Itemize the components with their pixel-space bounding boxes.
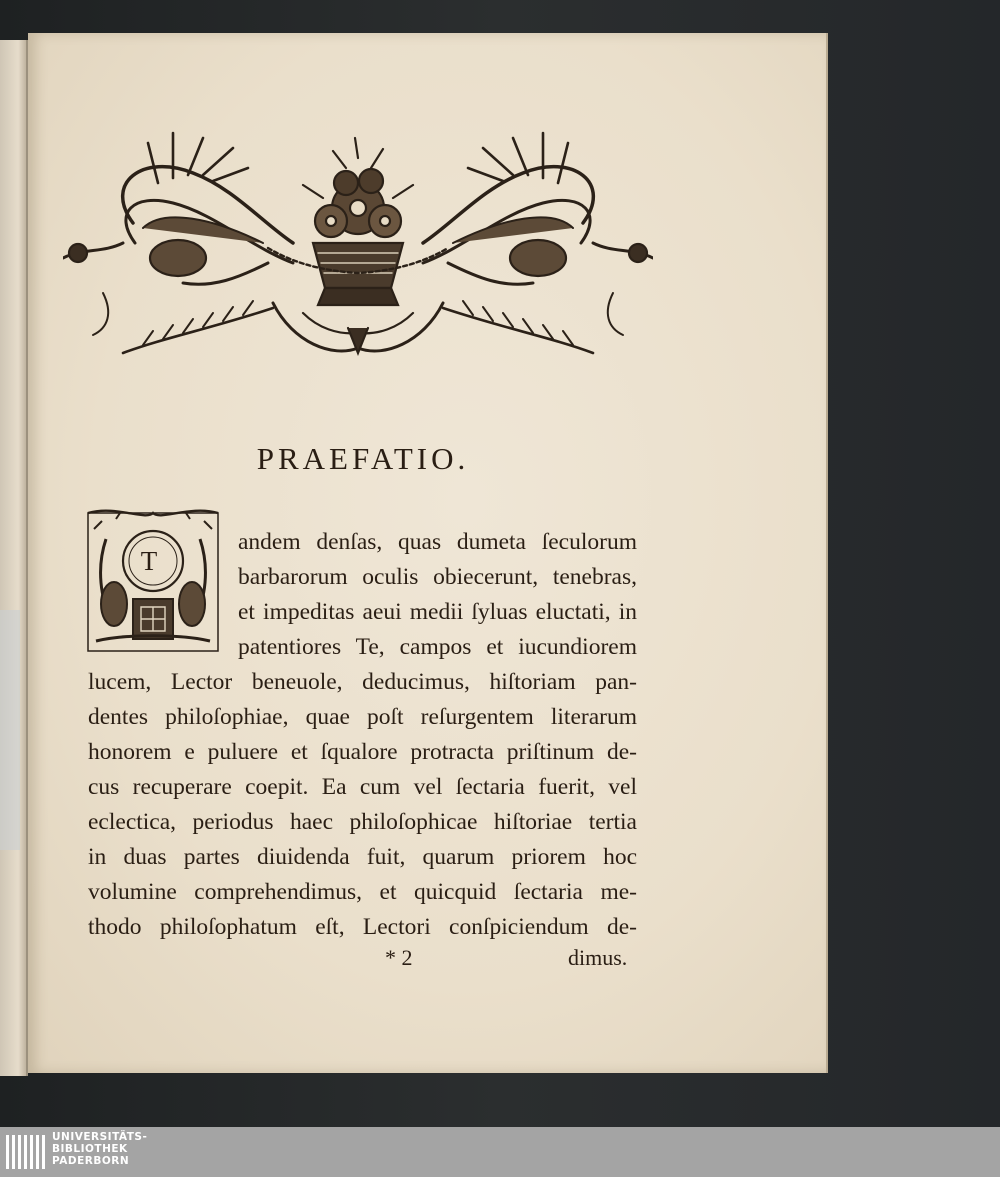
decorated-initial bbox=[86, 509, 220, 654]
signature-mark: * 2 bbox=[385, 945, 413, 970]
facing-page-tint bbox=[0, 610, 20, 850]
ornamental-headpiece bbox=[63, 113, 653, 358]
initial-letter: T bbox=[140, 546, 158, 576]
body-line-6: dentes philoſophiae, quae poſt reſurgentem literarum bbox=[88, 704, 637, 730]
body-line-2: barbarorum oculis obiecerunt, tenebras, bbox=[238, 564, 637, 590]
page-title: PRAEFATIO. bbox=[256, 441, 470, 476]
facing-page-edge bbox=[0, 40, 28, 1076]
library-name-line-1: UNIVERSITÄTS- bbox=[52, 1131, 148, 1143]
body-line-9: eclectica, periodus haec philoſophicae hiſtoriae tertia bbox=[88, 809, 637, 835]
body-line-5: lucem, Lector beneuole, deducimus, hiſtoriam pan- bbox=[88, 669, 637, 695]
library-footer bbox=[0, 1127, 1000, 1177]
library-logo-icon bbox=[4, 1131, 48, 1173]
body-line-10: in duas partes diuidenda fuit, quarum priorem hoc bbox=[88, 844, 637, 870]
body-line-11: volumine comprehendimus, et quicquid ſectaria me- bbox=[88, 879, 637, 905]
catchword: dimus. bbox=[568, 945, 628, 970]
body-line-3: et impeditas aeui medii ſyluas eluctati, in bbox=[238, 599, 637, 625]
body-line-4: patentiores Te, campos et iucundiorem bbox=[238, 634, 637, 660]
body-line-12: thodo philoſophatum eſt, Lectori conſpiciendum de- bbox=[88, 914, 637, 940]
library-name-line-2: BIBLIOTHEK bbox=[52, 1143, 128, 1155]
initial-frame-icon bbox=[86, 509, 220, 654]
body-line-8: cus recuperare coepit. Ea cum vel ſectaria fuerit, vel bbox=[88, 774, 637, 800]
book-page bbox=[28, 33, 826, 1073]
body-line-7: honorem e puluere et ſqualore protracta priſtinum de- bbox=[88, 739, 637, 765]
body-line-1: andem denſas, quas dumeta ſeculorum bbox=[238, 529, 637, 555]
library-name-line-3: PADERBORN bbox=[52, 1155, 130, 1167]
library-name bbox=[52, 1131, 147, 1167]
